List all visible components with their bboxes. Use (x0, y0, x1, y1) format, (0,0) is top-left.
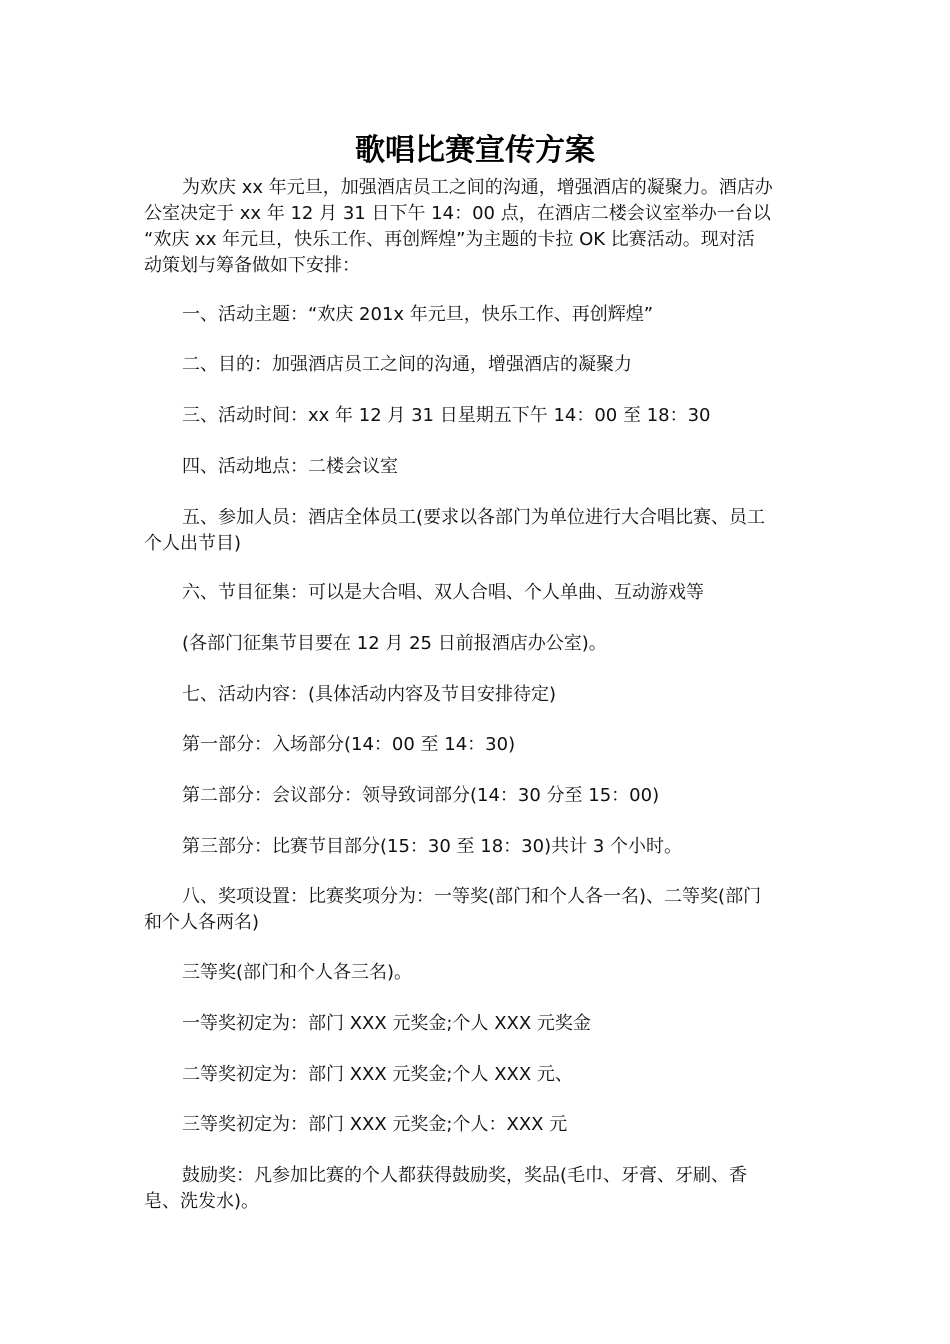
programs-note: (各部门征集节目要在 12 月 25 日前报酒店办公室)。 (182, 633, 607, 654)
encouragement-line-2: 皂、洗发水)。 (144, 1191, 260, 1212)
section-participants-line-1: 五、参加人员：酒店全体员工(要求以各部门为单位进行大合唱比赛、员工 (182, 507, 766, 528)
third-prize-amount: 三等奖初定为：部门 XXX 元奖金;个人：XXX 元 (182, 1114, 568, 1135)
third-prize-note: 三等奖(部门和个人各三名)。 (182, 962, 413, 983)
content-part-2: 第二部分：会议部分：领导致词部分(14：30 分至 15：00) (182, 785, 660, 806)
section-programs: 六、节目征集：可以是大合唱、双人合唱、个人单曲、互动游戏等 (182, 582, 704, 603)
document-title: 歌唱比赛宣传方案 (355, 133, 595, 168)
intro-line-3: “欢庆 xx 年元旦，快乐工作、再创辉煌”为主题的卡拉 OK 比赛活动。现对活 (144, 229, 755, 250)
section-participants-line-2: 个人出节目) (144, 533, 242, 554)
intro-line-4: 动策划与筹备做如下安排： (144, 255, 360, 276)
intro-line-1: 为欢庆 xx 年元旦，加强酒店员工之间的沟通，增强酒店的凝聚力。酒店办 (182, 177, 773, 198)
section-purpose: 二、目的：加强酒店员工之间的沟通，增强酒店的凝聚力 (182, 354, 632, 375)
section-awards-line-2: 和个人各两名) (144, 912, 260, 933)
section-theme: 一、活动主题：“欢庆 201x 年元旦，快乐工作、再创辉煌” (182, 304, 654, 325)
section-location: 四、活动地点：二楼会议室 (182, 456, 398, 477)
encouragement-line-1: 鼓励奖：凡参加比赛的个人都获得鼓励奖，奖品(毛巾、牙膏、牙刷、香 (182, 1165, 748, 1186)
second-prize-amount: 二等奖初定为：部门 XXX 元奖金;个人 XXX 元、 (182, 1064, 573, 1085)
content-part-1: 第一部分：入场部分(14：00 至 14：30) (182, 734, 516, 755)
first-prize-amount: 一等奖初定为：部门 XXX 元奖金;个人 XXX 元奖金 (182, 1013, 591, 1034)
section-content: 七、活动内容：(具体活动内容及节目安排待定) (182, 684, 557, 705)
section-time: 三、活动时间：xx 年 12 月 31 日星期五下午 14：00 至 18：30 (182, 405, 711, 426)
section-awards-line-1: 八、奖项设置：比赛奖项分为：一等奖(部门和个人各一名)、二等奖(部门 (182, 886, 762, 907)
content-part-3: 第三部分：比赛节目部分(15：30 至 18：30)共计 3 个小时。 (182, 836, 682, 857)
intro-line-2: 公室决定于 xx 年 12 月 31 日下午 14：00 点，在酒店二楼会议室举办一台以 (144, 203, 771, 224)
